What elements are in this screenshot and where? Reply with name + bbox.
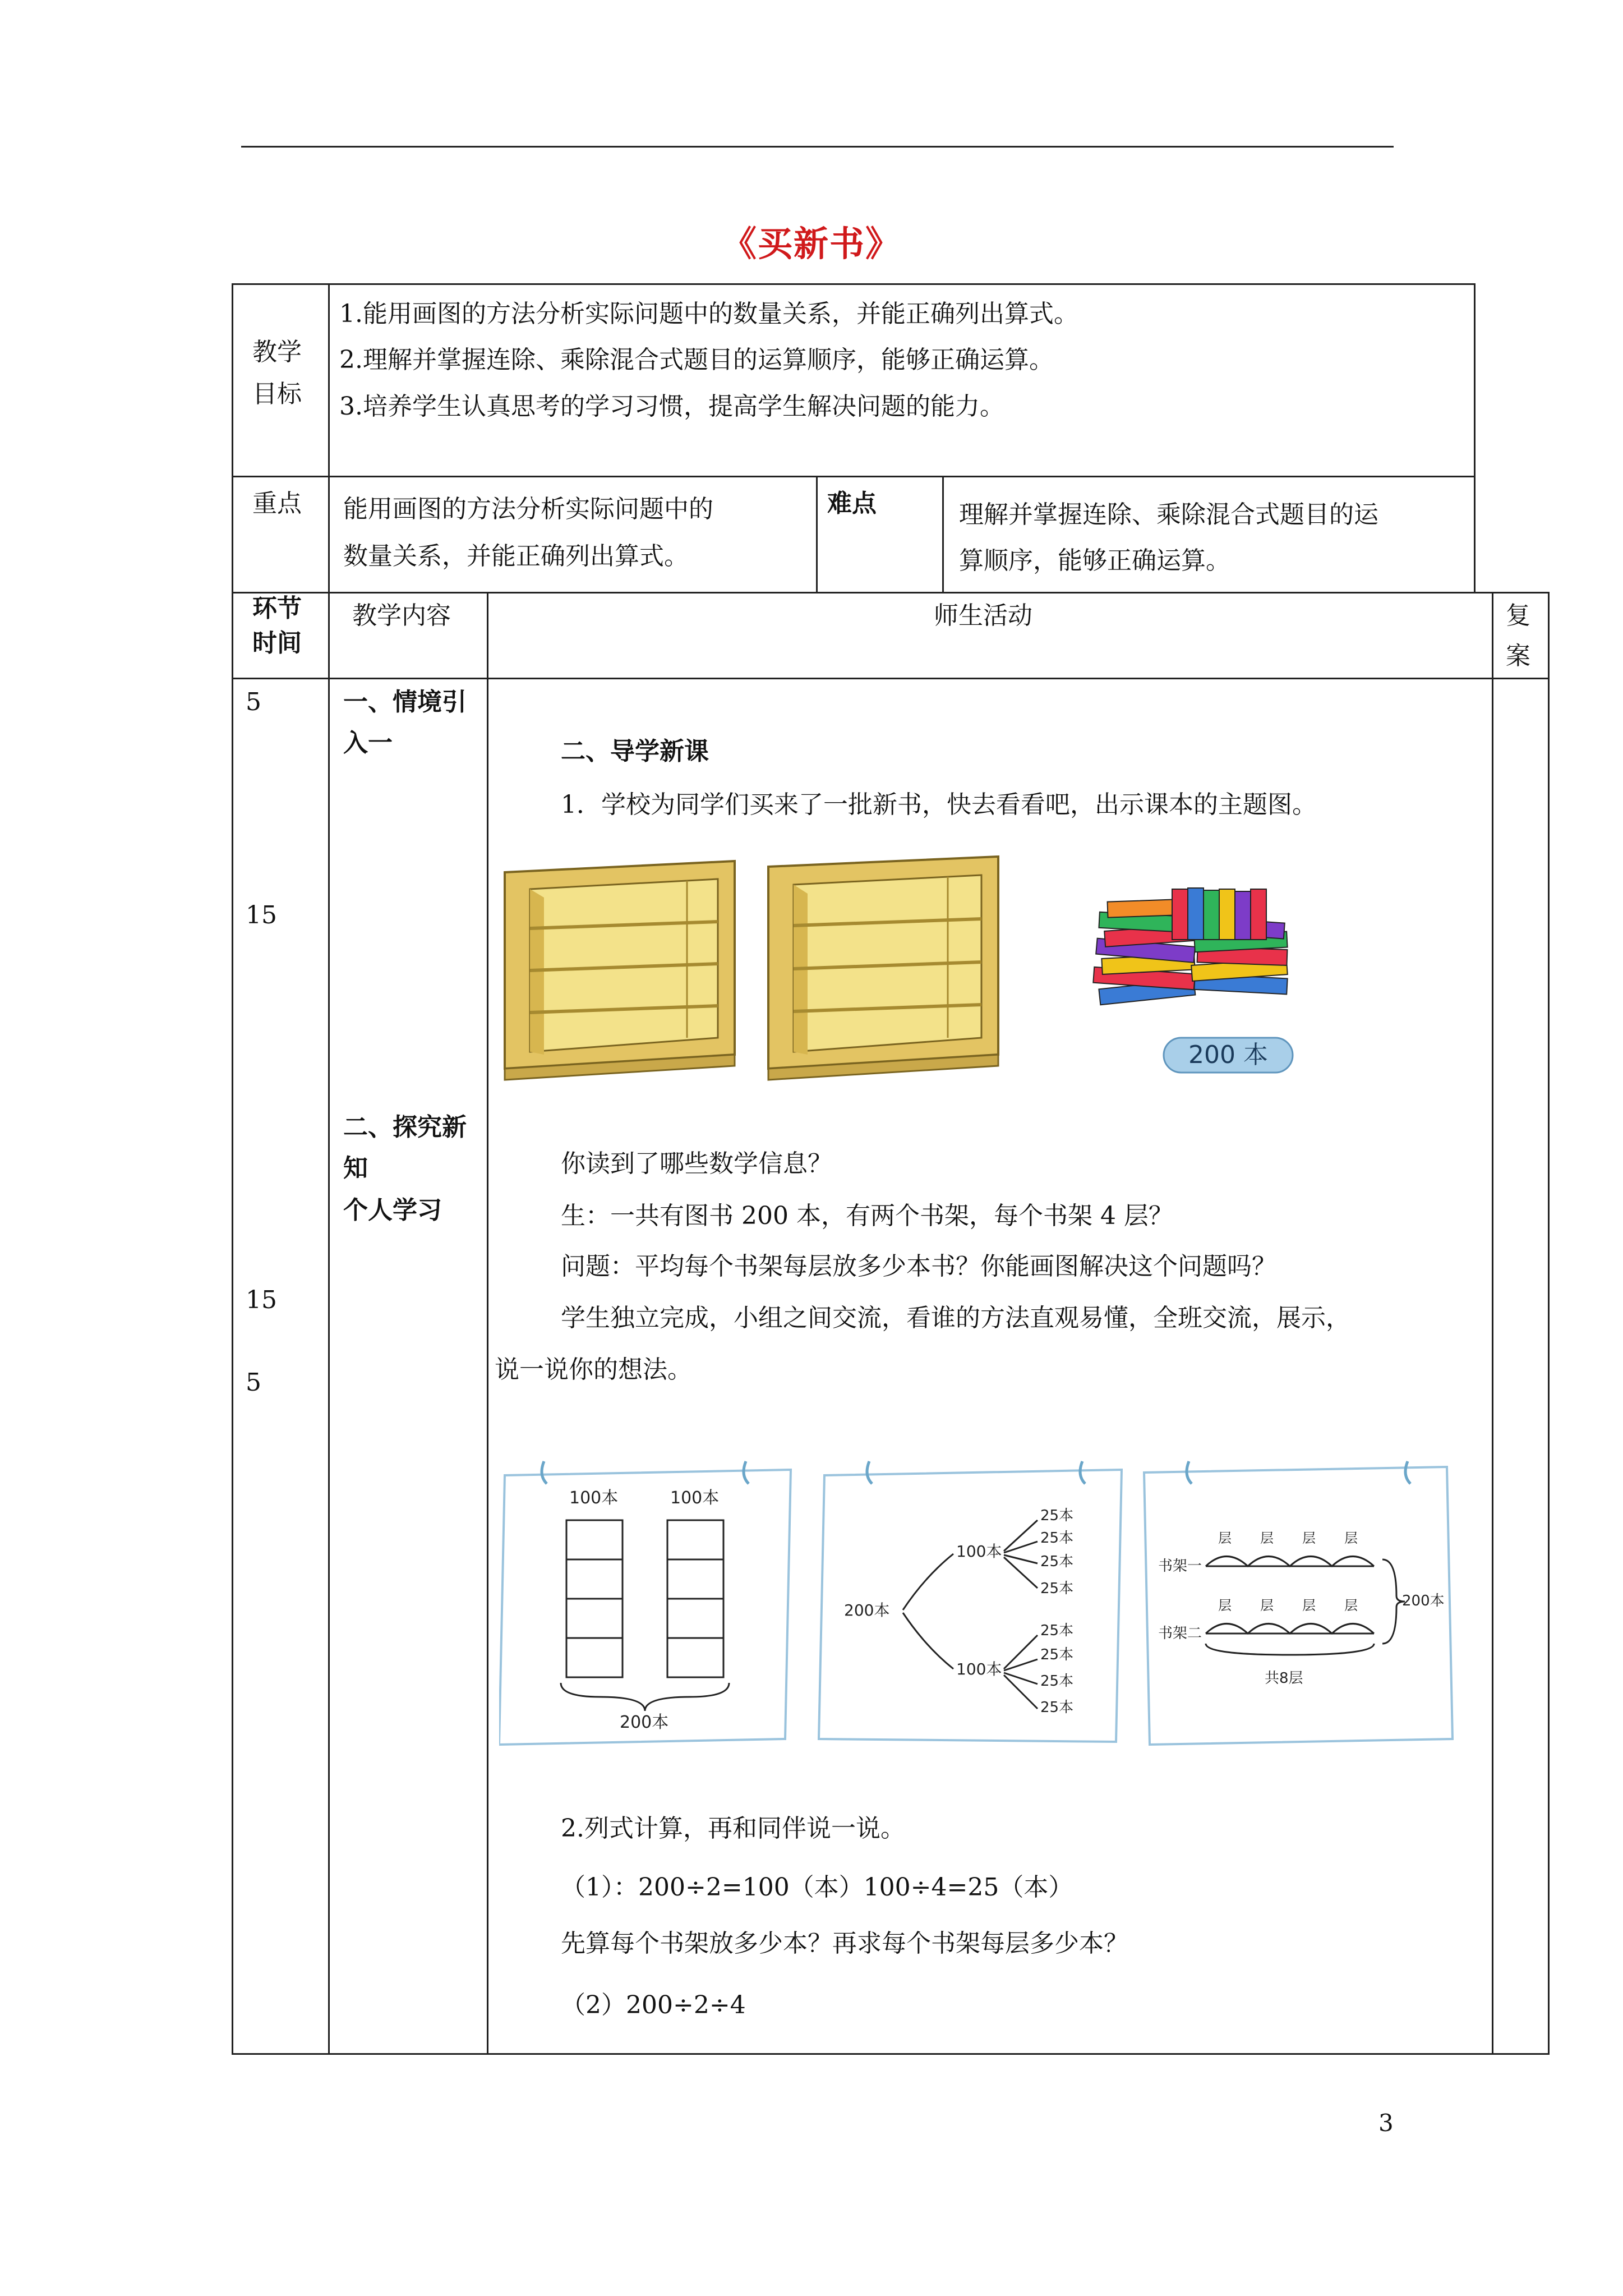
sketch2-leaf-2: 25本 [1040, 1530, 1074, 1547]
drawing-methods-illustration [499, 1458, 1464, 1750]
section-2-line-1: 二、探究新 [343, 1113, 467, 1142]
sketch2-leaf-7: 25本 [1040, 1673, 1074, 1690]
sketch-segment-diagram [1144, 1461, 1453, 1745]
sketch2-leaf-5: 25本 [1040, 1622, 1074, 1639]
sketch3-r1-c2: 层 [1260, 1530, 1274, 1546]
key-point-label: 重点 [252, 489, 302, 518]
header-review-2: 案 [1506, 642, 1530, 670]
activity-p9: （2）200÷2÷4 [561, 1991, 746, 2019]
section-2-line-2: 知 [343, 1154, 368, 1182]
activity-p7: （1）：200÷2=100（本）100÷4=25（本） [561, 1873, 1073, 1902]
header-rule [241, 146, 1394, 148]
sketch1-left-label: 100本 [569, 1488, 619, 1508]
bookshelves-illustration [499, 844, 1318, 1088]
activity-p2: 你读到了哪些数学信息？ [561, 1149, 832, 1178]
sketch3-r2-c4: 层 [1344, 1598, 1358, 1613]
document-title: 《买新书》 [721, 223, 901, 264]
activity-heading: 二、导学新课 [561, 737, 709, 766]
sketch-tree-diagram [819, 1461, 1122, 1742]
activity-p3: 生：一共有图书 200 本，有两个书架，每个书架 4 层？ [561, 1202, 1173, 1230]
bookshelf-2-icon [768, 857, 998, 1080]
bookshelf-1-icon [505, 861, 735, 1080]
sketch2-leaf-6: 25本 [1040, 1646, 1074, 1663]
time-4: 5 [246, 1368, 261, 1397]
difficulty-line-1: 理解并掌握连除、乘除混合式题目的运 [959, 500, 1378, 529]
sketch2-root-label: 200本 [844, 1601, 890, 1619]
activity-p6: 2.列式计算，再和同伴说一说。 [561, 1814, 905, 1843]
sketch1-right-label: 100本 [670, 1488, 720, 1508]
sketch2-leaf-8: 25本 [1040, 1699, 1074, 1716]
sketch3-r1-c4: 层 [1344, 1530, 1358, 1546]
sketch3-total-label: 200本 [1402, 1593, 1445, 1609]
activity-p5a: 学生独立完成，小组之间交流，看谁的方法直观易懂，全班交流，展示， [561, 1304, 1350, 1332]
objective-item-3: 3.培养学生认真思考的学习习惯，提高学生解决问题的能力。 [339, 392, 1004, 421]
activity-p4: 问题：平均每个书架每层放多少本书？你能画图解决这个问题吗？ [561, 1252, 1276, 1281]
activity-p5b: 说一说你的想法。 [495, 1355, 692, 1384]
time-1: 5 [246, 688, 261, 716]
sketch2-mid2-label: 100本 [956, 1660, 1002, 1678]
header-stage-1: 环节 [252, 594, 302, 623]
sketch3-r1-c3: 层 [1302, 1530, 1316, 1546]
section-1-line-2: 入一 [343, 729, 393, 757]
activity-p1: 1．学校为同学们买来了一批新书，快去看看吧，出示课本的主题图。 [561, 790, 1317, 819]
key-point-line-2: 数量关系，并能正确列出算式。 [343, 542, 689, 570]
activity-p8: 先算每个书架放多少本？再求每个书架每层多少本？ [561, 1929, 1128, 1958]
book-count-tag [1164, 1038, 1293, 1073]
header-content: 教学内容 [352, 601, 451, 630]
difficulty-label: 难点 [827, 489, 877, 518]
objective-item-1: 1.能用画图的方法分析实际问题中的数量关系，并能正确列出算式。 [339, 300, 1078, 328]
sketch-bar-diagram [499, 1461, 791, 1745]
difficulty-line-2: 算顺序，能够正确运算。 [959, 546, 1230, 575]
header-review-1: 复 [1506, 601, 1530, 630]
sketch3-r2-c2: 层 [1260, 1598, 1274, 1613]
sketch3-row1-label: 书架一 [1158, 1558, 1202, 1575]
book-pile-icon [1093, 888, 1287, 1005]
header-activity: 师生活动 [934, 601, 1032, 630]
sketch2-leaf-1: 25本 [1040, 1507, 1074, 1524]
time-3: 15 [246, 1286, 277, 1314]
objectives-label-1: 教学 目标 [252, 338, 302, 408]
sketch2-mid1-label: 100本 [956, 1542, 1002, 1561]
book-count-label: 200 本 [1188, 1041, 1268, 1069]
page-number: 3 [1378, 2109, 1394, 2137]
sketch3-bottom-label: 共8层 [1265, 1670, 1303, 1687]
sketch2-leaf-4: 25本 [1040, 1580, 1074, 1597]
section-2-line-3: 个人学习 [343, 1196, 442, 1225]
sketch3-r2-c3: 层 [1302, 1598, 1316, 1613]
objective-item-2: 2.理解并掌握连除、乘除混合式题目的运算顺序，能够正确运算。 [339, 346, 1054, 374]
time-2: 15 [246, 901, 277, 930]
sketch3-r1-c1: 层 [1218, 1530, 1232, 1546]
header-stage-2: 时间 [252, 629, 302, 657]
key-point-line-1: 能用画图的方法分析实际问题中的 [343, 495, 713, 523]
sketch1-bottom-label: 200本 [620, 1713, 669, 1732]
section-1-line-1: 一、情境引 [343, 688, 467, 716]
sketch3-row2-label: 书架二 [1158, 1625, 1202, 1642]
sketch2-leaf-3: 25本 [1040, 1553, 1074, 1570]
sketch3-r2-c1: 层 [1218, 1598, 1232, 1613]
